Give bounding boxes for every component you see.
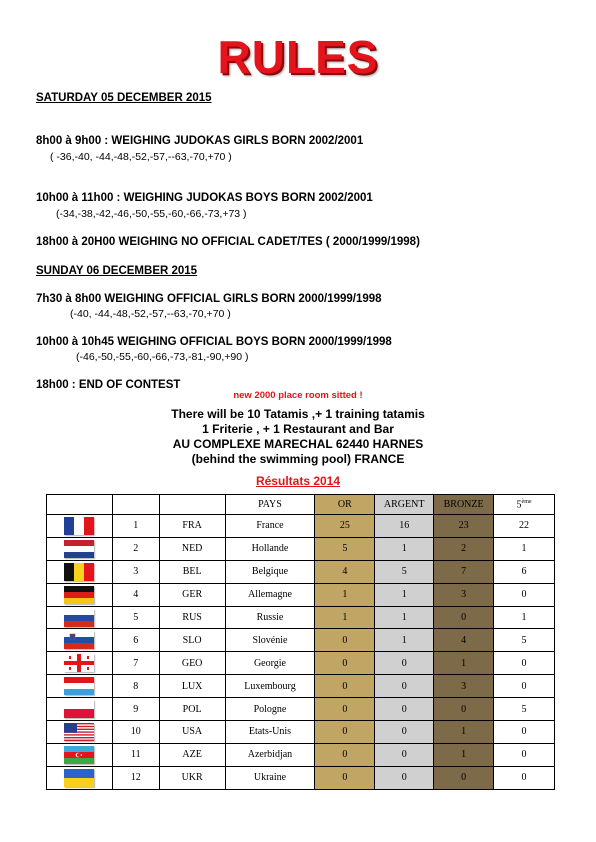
or-cell: 1: [315, 606, 375, 629]
fifth-cell: 0: [494, 743, 555, 766]
table-row: [47, 721, 555, 744]
country-cell: Georgie: [225, 652, 315, 675]
code-cell: POL: [159, 698, 225, 721]
argent-cell: 0: [375, 698, 434, 721]
or-cell: 0: [315, 652, 375, 675]
country-cell: Pologne: [225, 698, 315, 721]
sunday-boys-line: 10h00 à 10h45 WEIGHING OFFICIAL BOYS BORN 2000/1999/1998: [36, 336, 392, 348]
saturday-boys-line: 10h00 à 11h00 : WEIGHING JUDOKAS BOYS BORN 2002/2001: [36, 192, 373, 204]
bronze-cell: 0: [434, 606, 494, 629]
argent-cell: 1: [375, 537, 434, 560]
argent-cell: 0: [375, 721, 434, 744]
bronze-cell: 1: [434, 652, 494, 675]
georgia-flag: [64, 654, 94, 672]
fifth-cell: 5: [494, 698, 555, 721]
or-cell: 0: [315, 629, 375, 652]
slovenia-flag: [64, 631, 94, 649]
bronze-cell: 3: [434, 583, 494, 606]
country-cell: Etats-Unis: [225, 721, 315, 744]
table-row: [47, 743, 555, 766]
bronze-cell: 7: [434, 560, 494, 583]
table-row: [47, 698, 555, 721]
sunday-girls-line: 7h30 à 8h00 WEIGHING OFFICIAL GIRLS BORN 2000/1999/1998: [36, 293, 382, 305]
flag-cell: [47, 583, 113, 606]
bronze-cell: 0: [434, 766, 494, 789]
bronze-cell: 23: [434, 515, 494, 538]
rank-cell: 4: [112, 583, 159, 606]
flag-cell: [47, 515, 113, 538]
bronze-cell: 1: [434, 743, 494, 766]
argent-cell: 16: [375, 515, 434, 538]
country-cell: France: [225, 515, 315, 538]
argent-cell: 0: [375, 743, 434, 766]
germany-flag: [64, 586, 94, 604]
or-cell: 0: [315, 743, 375, 766]
rank-cell: 1: [112, 515, 159, 538]
code-cell: GER: [159, 583, 225, 606]
flag-cell: [47, 652, 113, 675]
country-cell: Slovénie: [225, 629, 315, 652]
tatamis-info: There will be 10 Tatamis ,+ 1 training tatamis: [171, 407, 425, 421]
header-pays: PAYS: [225, 495, 315, 515]
rank-cell: 9: [112, 698, 159, 721]
sunday-girls-weights: (-40, -44,-48,-52,-57,--63,-70,+70 ): [70, 308, 231, 320]
ukraine-flag: [64, 769, 94, 787]
fifth-cell: 22: [494, 515, 555, 538]
room-note: new 2000 place room sitted !: [233, 390, 363, 401]
country-cell: Belgique: [225, 560, 315, 583]
flag-cell: [47, 766, 113, 789]
country-cell: Allemagne: [225, 583, 315, 606]
code-cell: USA: [159, 721, 225, 744]
header-fifth: [494, 495, 555, 515]
friterie-info: 1 Friterie , + 1 Restaurant and Bar: [202, 422, 394, 436]
rank-cell: 12: [112, 766, 159, 789]
results-title: Résultats 2014: [255, 474, 341, 488]
bronze-cell: 3: [434, 675, 494, 698]
code-cell: RUS: [159, 606, 225, 629]
argent-cell: 0: [375, 675, 434, 698]
argent-cell: 0: [375, 652, 434, 675]
rank-cell: 3: [112, 560, 159, 583]
fifth-cell: 0: [494, 675, 555, 698]
fifth-cell: 6: [494, 560, 555, 583]
bronze-cell: 0: [434, 698, 494, 721]
table-row: [47, 606, 555, 629]
or-cell: 0: [315, 698, 375, 721]
code-cell: GEO: [159, 652, 225, 675]
bronze-cell: 2: [434, 537, 494, 560]
header-fifth-number: 5: [516, 499, 522, 511]
saturday-cadet-line: 18h00 à 20H00 WEIGHING NO OFFICIAL CADET/TES ( 2000/1999/1998): [36, 236, 420, 248]
header-argent: ARGENT: [375, 495, 434, 515]
sunday-heading: SUNDAY 06 DECEMBER 2015: [36, 265, 198, 277]
bronze-cell: 4: [434, 629, 494, 652]
fifth-cell: 1: [494, 606, 555, 629]
header-code: [159, 495, 225, 515]
fifth-cell: 0: [494, 766, 555, 789]
usa-flag: [64, 723, 94, 741]
code-cell: LUX: [159, 675, 225, 698]
venue-info: AU COMPLEXE MARECHAL 62440 HARNES: [172, 437, 424, 451]
flag-cell: [47, 629, 113, 652]
fifth-cell: 1: [494, 537, 555, 560]
sunday-boys-weights: (-46,-50,-55,-60,-66,-73,-81,-90,+90 ): [76, 351, 249, 363]
header-or: OR: [315, 495, 375, 515]
or-cell: 1: [315, 583, 375, 606]
table-header-row: [47, 495, 555, 515]
country-cell: Azerbidjan: [225, 743, 315, 766]
fifth-cell: 0: [494, 583, 555, 606]
saturday-girls-line: 8h00 à 9h00 : WEIGHING JUDOKAS GIRLS BORN 2002/2001: [36, 135, 364, 147]
belgium-flag: [64, 563, 94, 581]
france-flag: [64, 517, 94, 535]
flag-cell: [47, 721, 113, 744]
code-cell: FRA: [159, 515, 225, 538]
or-cell: 0: [315, 721, 375, 744]
country-cell: Luxembourg: [225, 675, 315, 698]
table-row: [47, 537, 555, 560]
flag-cell: [47, 675, 113, 698]
rank-cell: 11: [112, 743, 159, 766]
end-of-contest-line: 18h00 : END OF CONTEST: [36, 379, 181, 391]
or-cell: 25: [315, 515, 375, 538]
code-cell: SLO: [159, 629, 225, 652]
header-flag: [47, 495, 113, 515]
table-row: [47, 766, 555, 789]
rank-cell: 2: [112, 537, 159, 560]
flag-cell: [47, 698, 113, 721]
table-row: [47, 583, 555, 606]
code-cell: BEL: [159, 560, 225, 583]
table-row: [47, 560, 555, 583]
saturday-girls-weights: ( -36,-40, -44,-48,-52,-57,--63,-70,+70 ): [50, 151, 232, 163]
header-rank: [112, 495, 159, 515]
rank-cell: 10: [112, 721, 159, 744]
rank-cell: 8: [112, 675, 159, 698]
or-cell: 0: [315, 675, 375, 698]
fifth-cell: 0: [494, 721, 555, 744]
argent-cell: 1: [375, 629, 434, 652]
header-bronze: BRONZE: [434, 495, 494, 515]
code-cell: UKR: [159, 766, 225, 789]
country-cell: Ukraine: [225, 766, 315, 789]
flag-cell: [47, 537, 113, 560]
fifth-cell: 5: [494, 629, 555, 652]
or-cell: 4: [315, 560, 375, 583]
saturday-boys-weights: (-34,-38,-42,-46,-50,-55,-60,-66,-73,+73 ): [56, 208, 247, 220]
russia-flag: [64, 609, 94, 627]
table-row: [47, 515, 555, 538]
rank-cell: 6: [112, 629, 159, 652]
azerbaijan-flag: [64, 746, 94, 764]
country-cell: Hollande: [225, 537, 315, 560]
poland-flag: [64, 700, 94, 718]
flag-cell: [47, 743, 113, 766]
rank-cell: 5: [112, 606, 159, 629]
flag-cell: [47, 606, 113, 629]
or-cell: 5: [315, 537, 375, 560]
results-table: [46, 494, 555, 790]
table-row: [47, 652, 555, 675]
argent-cell: 0: [375, 766, 434, 789]
location-info: (behind the swimming pool) FRANCE: [191, 452, 405, 466]
fifth-cell: 0: [494, 652, 555, 675]
netherlands-flag: [64, 540, 94, 558]
saturday-heading: SATURDAY 05 DECEMBER 2015: [36, 92, 212, 104]
argent-cell: 1: [375, 583, 434, 606]
table-row: [47, 675, 555, 698]
code-cell: NED: [159, 537, 225, 560]
header-fifth-suffix: ème: [521, 498, 532, 505]
or-cell: 0: [315, 766, 375, 789]
table-row: [47, 629, 555, 652]
country-cell: Russie: [225, 606, 315, 629]
bronze-cell: 1: [434, 721, 494, 744]
argent-cell: 1: [375, 606, 434, 629]
rank-cell: 7: [112, 652, 159, 675]
luxembourg-flag: [64, 677, 94, 695]
argent-cell: 5: [375, 560, 434, 583]
page-title: RULES: [217, 31, 379, 83]
flag-cell: [47, 560, 113, 583]
code-cell: AZE: [159, 743, 225, 766]
